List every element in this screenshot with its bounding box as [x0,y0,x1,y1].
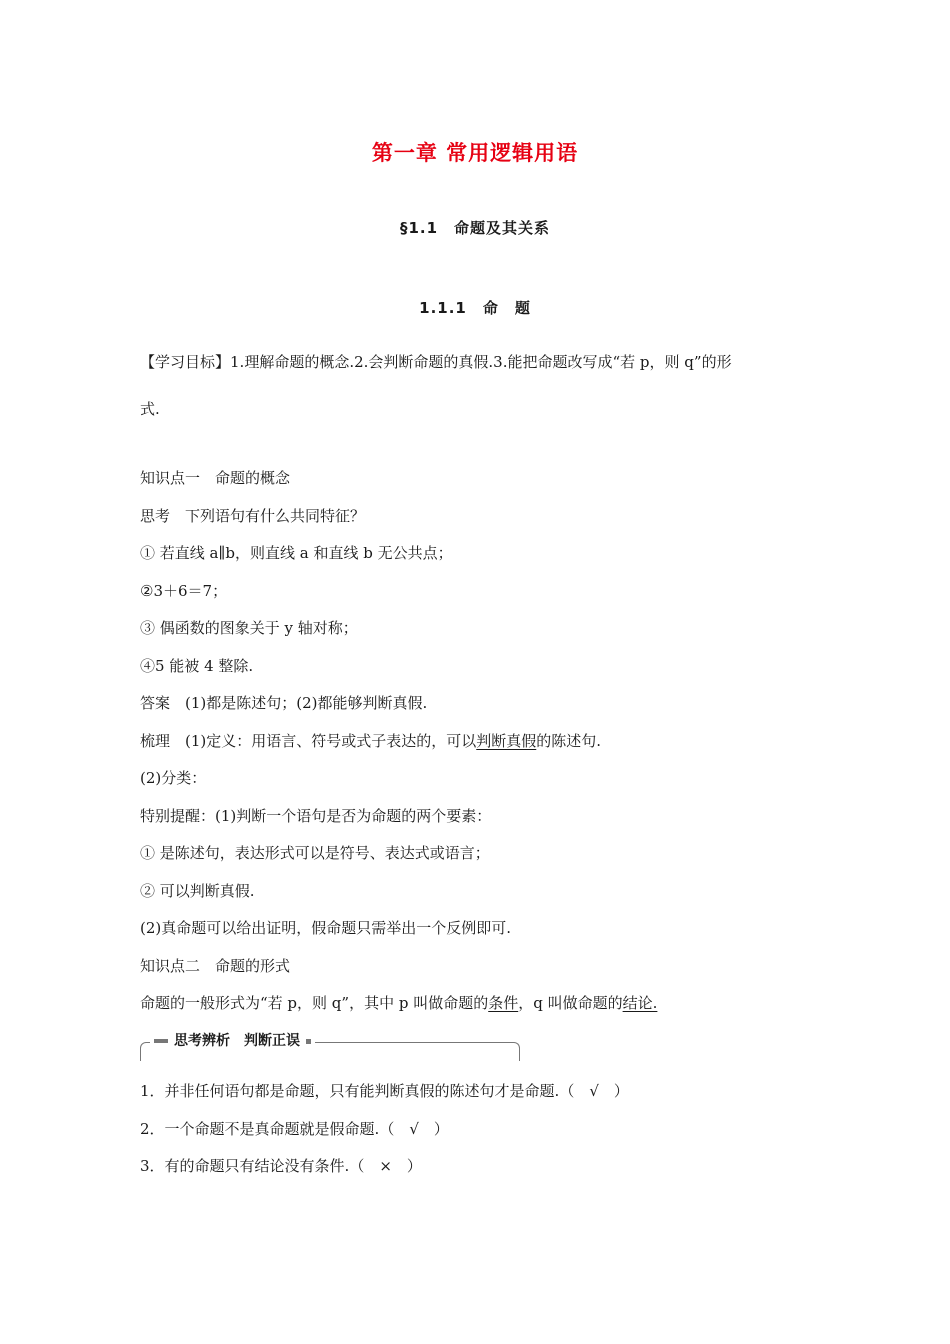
judgment-2: 2．一个命题不是真命题就是假命题.（ √ ） [140,1120,449,1138]
kp1-answer: 答案 (1)都是陈述句；(2)都能够判断真假. [140,694,428,712]
kp1-reminder-1: ① 是陈述句，表达形式可以是符号、表达式或语言； [140,844,490,862]
think-judge-banner [140,1030,520,1060]
objectives-label: 【学习目标】 [140,353,231,371]
kp1-item-4: ④5 能被 4 整除. [140,657,254,675]
kp2-underlined-conclusion: 结论. [622,994,658,1012]
kp1-reminder-3: (2)真命题可以给出证明，假命题只需举出一个反例即可. [140,919,512,937]
summary-text: 梳理 (1)定义：用语言、符号或式子表达的，可以 [140,732,477,750]
kp2-text-mid: ，q 叫做命题的 [518,994,623,1012]
kp1-summary [140,731,601,751]
learning-objectives [140,352,732,372]
banner-dash-icon [154,1039,168,1043]
kp2-text [140,993,657,1013]
banner-dot-icon [306,1039,311,1044]
kp1-item-3: ③ 偶函数的图象关于 y 轴对称； [140,619,358,637]
banner-text: 思考辨析 判断正误 [174,1033,300,1049]
kp1-item-2: ②3＋6＝7； [140,582,228,600]
section-title: §1.1 命题及其关系 [399,219,551,237]
objectives-text: 1.理解命题的概念.2.会判断命题的真假.3.能把命题改写成“若 p，则 q”的形 [230,353,732,371]
chapter-title: 第一章 常用逻辑用语 [371,141,579,165]
kp1-reminder-2: ② 可以判断真假. [140,882,255,900]
kp2-heading: 知识点二 命题的形式 [140,957,291,975]
banner-label [150,1030,315,1052]
kp1-think: 思考 下列语句有什么共同特征？ [140,507,366,525]
subsection-title: 1.1.1 命 题 [419,299,531,317]
kp1-heading: 知识点一 命题的概念 [140,469,291,487]
kp2-underlined-condition: 条件 [488,994,519,1012]
kp1-reminder: 特别提醒：(1)判断一个语句是否为命题的两个要素： [140,807,492,825]
kp1-classify: (2)分类： [140,769,207,787]
kp1-item-1: ① 若直线 a∥b，则直线 a 和直线 b 无公共点； [140,544,453,562]
summary-underlined: 判断真假 [476,732,537,750]
kp2-text-start: 命题的一般形式为“若 p，则 q”，其中 p 叫做命题的 [140,994,489,1012]
judgment-1: 1．并非任何语句都是命题，只有能判断真假的陈述句才是命题.（ √ ） [140,1082,629,1100]
objectives-continuation: 式. [140,400,160,418]
summary-text-end: 的陈述句. [536,732,602,750]
judgment-3: 3．有的命题只有结论没有条件.（ × ） [140,1157,422,1175]
